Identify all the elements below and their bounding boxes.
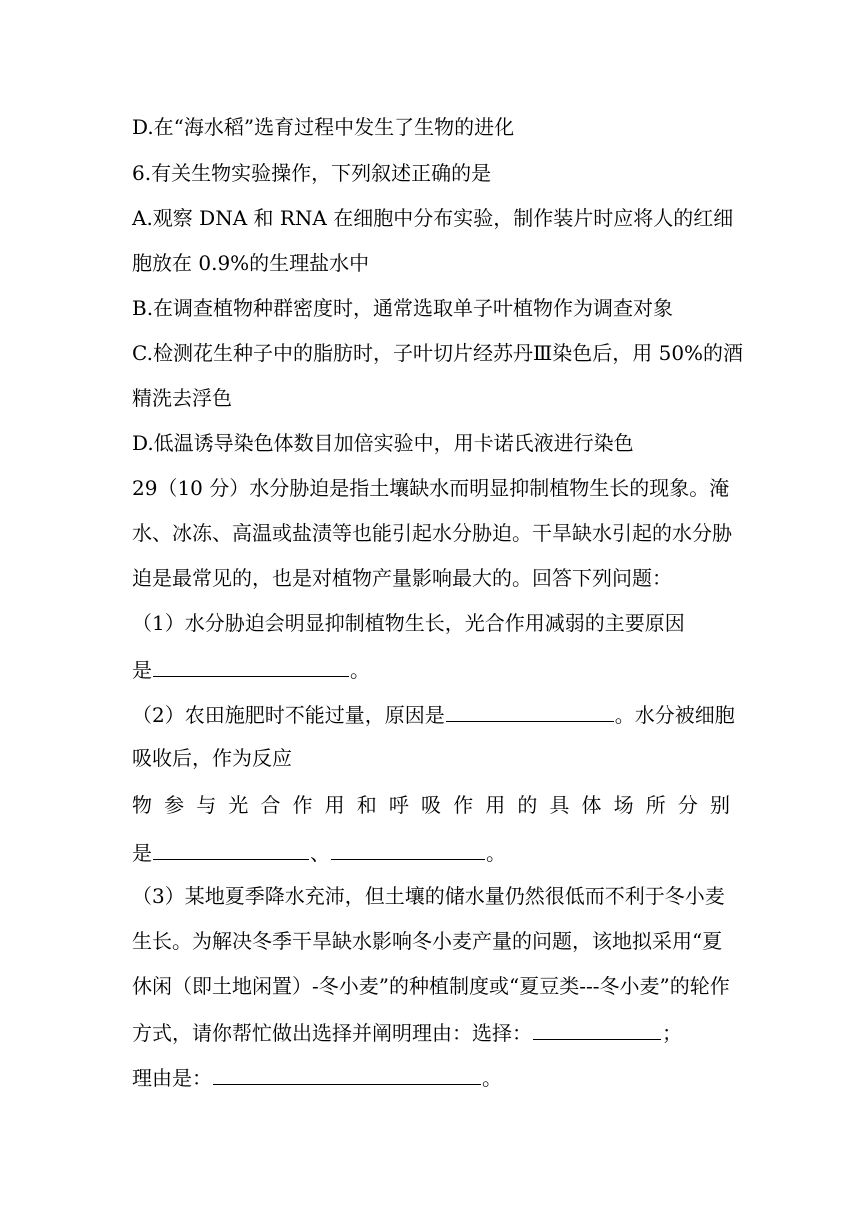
text-segment: （2）农田施肥时不能过量，原因是 (132, 703, 445, 727)
char: 具 (549, 793, 570, 817)
answer-blank-1[interactable] (153, 656, 349, 677)
subquestion-3-line-5 (132, 1064, 502, 1088)
subquestion-3-line-4 (132, 1019, 682, 1043)
text-segment: 是 (132, 658, 152, 682)
text-segment: 理由是： (132, 1066, 212, 1090)
text-segment: 。水分被细胞 (614, 703, 735, 727)
char: 与 (196, 793, 217, 817)
char: 体 (581, 793, 602, 817)
char: 所 (645, 793, 666, 817)
char: 场 (613, 793, 634, 817)
char: 用 (485, 793, 506, 817)
text-segment: 是 (132, 841, 152, 865)
question-29-line-1: 29（10 分）水分胁迫是指土壤缺水而明显抑制植物生长的现象。淹 (132, 476, 730, 500)
subquestion-2-line-2: 吸收后，作为反应 (132, 746, 292, 770)
question-6-stem: 6.有关生物实验操作，下列叙述正确的是 (132, 161, 492, 185)
text-line: D.在“海水稻”选育过程中发生了生物的进化 (132, 115, 515, 139)
text-segment: 、 (310, 841, 330, 865)
option-c-line-1: C.检测花生种子中的脂肪时，子叶切片经苏丹Ⅲ染色后，用 50%的酒 (132, 341, 744, 365)
subquestion-3-line-2: 生长。为解决冬季干旱缺水影响冬小麦产量的问题，该地拟采用“夏 (132, 929, 723, 953)
answer-blank-4[interactable] (331, 839, 485, 860)
subquestion-3-line-3: 休闲（即土地闲置）-冬小麦”的种植制度或“夏豆类---冬小麦”的轮作 (132, 974, 730, 998)
answer-blank-2[interactable] (446, 701, 614, 722)
char: 光 (228, 793, 249, 817)
answer-blank-5[interactable] (533, 1019, 661, 1040)
option-c-line-2: 精洗去浮色 (132, 386, 232, 410)
option-d: D.低温诱导染色体数目加倍实验中，用卡诺氏液进行染色 (132, 431, 634, 455)
char: 用 (324, 793, 345, 817)
answer-blank-6[interactable] (213, 1064, 481, 1085)
subquestion-2-line-3 (132, 793, 730, 817)
subquestion-1-line-1: （1）水分胁迫会明显抑制植物生长，光合作用减弱的主要原因 (132, 611, 685, 635)
subquestion-1-line-2 (132, 656, 370, 680)
option-a-line-1: A.观察 DNA 和 RNA 在细胞中分布实验，制作装片时应将人的红细 (132, 206, 734, 230)
question-29-line-2: 水、冰冻、高温或盐渍等也能引起水分胁迫。干旱缺水引起的水分胁 (132, 521, 732, 545)
char: 作 (453, 793, 474, 817)
char: 呼 (388, 793, 409, 817)
char: 的 (517, 793, 538, 817)
subquestion-2-line-4 (132, 839, 506, 863)
text-segment: 。 (350, 658, 370, 682)
text-segment: ； (662, 1021, 682, 1045)
subquestion-2-line-1 (132, 701, 735, 725)
text-segment: 。 (482, 1066, 502, 1090)
text-segment: 方式，请你帮忙做出选择并阐明理由：选择： (132, 1021, 532, 1045)
char: 参 (164, 793, 185, 817)
option-a-line-2: 胞放在 0.9%的生理盐水中 (132, 251, 370, 275)
char: 合 (260, 793, 281, 817)
char: 别 (709, 793, 730, 817)
char: 和 (356, 793, 377, 817)
answer-blank-3[interactable] (153, 839, 309, 860)
char: 吸 (420, 793, 441, 817)
text-segment: 。 (486, 841, 506, 865)
char: 物 (132, 793, 152, 817)
char: 分 (677, 793, 698, 817)
option-b: B.在调查植物种群密度时，通常选取单子叶植物作为调查对象 (132, 296, 674, 320)
question-29-line-3: 迫是最常见的，也是对植物产量影响最大的。回答下列问题： (132, 566, 672, 590)
char: 作 (292, 793, 313, 817)
subquestion-3-line-1: （3）某地夏季降水充沛，但土壤的储水量仍然很低而不利于冬小麦 (132, 884, 725, 908)
